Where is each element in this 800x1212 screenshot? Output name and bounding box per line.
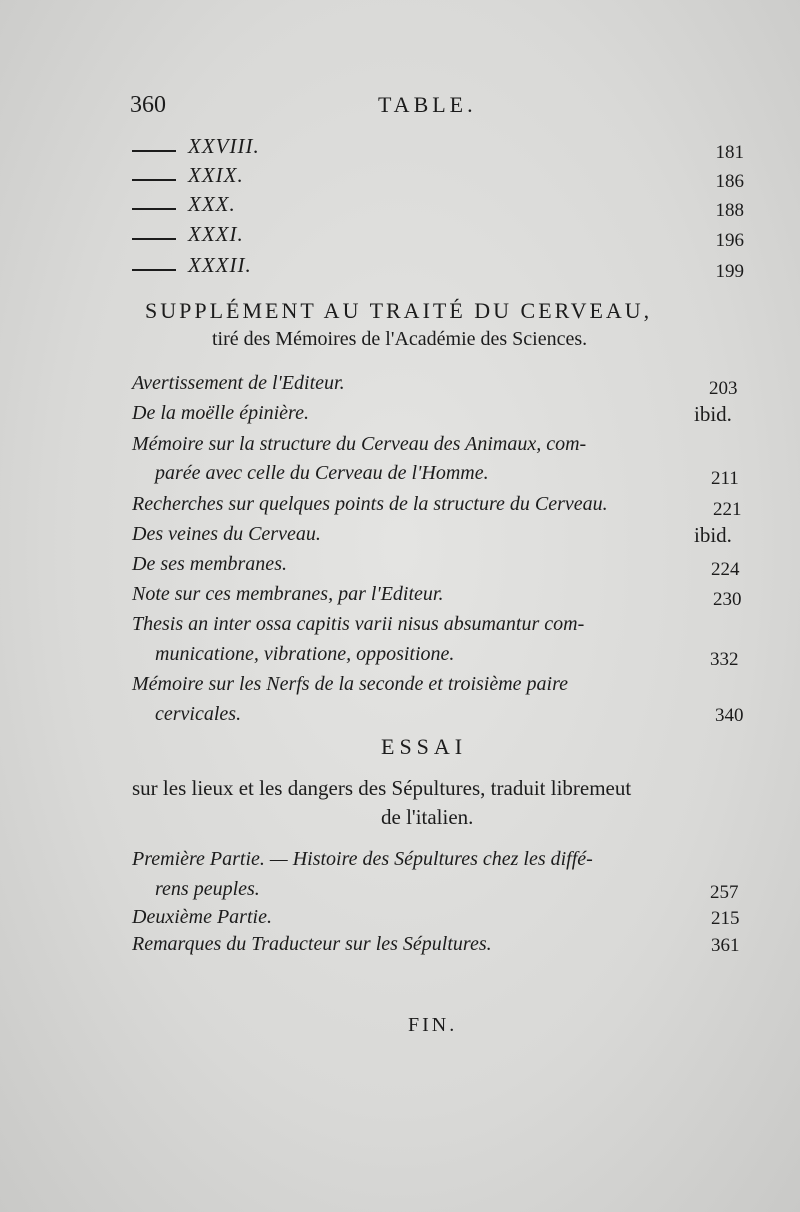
toc-entry-text: cervicales. bbox=[155, 703, 242, 725]
toc-entry-text: De ses membranes. bbox=[132, 553, 287, 575]
toc-entry-page: 215 bbox=[711, 908, 740, 929]
toc-roman-row bbox=[132, 222, 744, 252]
toc-roman-row bbox=[132, 253, 744, 283]
toc-entry-text: Mémoire sur les Nerfs de la seconde et troisième paire bbox=[132, 673, 569, 695]
toc-numeral: XXVIII. bbox=[188, 134, 260, 158]
running-title: TABLE. bbox=[378, 92, 477, 117]
toc-entry-text: Avertissement de l'Editeur. bbox=[132, 372, 345, 394]
toc-entry-text: Mémoire sur la structure du Cerveau des Animaux, com- bbox=[132, 433, 587, 455]
toc-entry-page: ibid. bbox=[694, 523, 732, 547]
toc-entry-text: Remarques du Traducteur sur les Sépultures. bbox=[132, 933, 492, 955]
toc-entry-text: Des veines du Cerveau. bbox=[132, 523, 321, 545]
toc-entry-text: Note sur ces membranes, par l'Editeur. bbox=[132, 583, 444, 605]
toc-entry-page: 257 bbox=[710, 882, 739, 903]
toc-entry-text: Thesis an inter ossa capitis varii nisus absumantur com- bbox=[132, 613, 585, 635]
toc-entry-text: parée avec celle du Cerveau de l'Homme. bbox=[155, 462, 489, 484]
toc-roman-row bbox=[132, 163, 744, 193]
toc-entry-text: rens peuples. bbox=[155, 878, 260, 900]
end-mark: FIN. bbox=[408, 1014, 458, 1036]
toc-roman-row bbox=[132, 192, 744, 222]
toc-page: 186 bbox=[715, 171, 744, 192]
dash-rule bbox=[132, 269, 176, 271]
toc-numeral: XXXI. bbox=[188, 222, 244, 246]
toc-entry-page: 332 bbox=[710, 649, 739, 670]
toc-roman-row bbox=[132, 134, 744, 164]
toc-entry-page: 221 bbox=[713, 499, 742, 520]
section-subheading: sur les lieux et les dangers des Sépultures, traduit libremeut bbox=[132, 776, 632, 800]
section-heading: ESSAI bbox=[381, 734, 468, 759]
toc-entry-text: Recherches sur quelques points de la structure du Cerveau. bbox=[132, 493, 608, 515]
section-subheading: de l'italien. bbox=[381, 805, 474, 829]
toc-numeral: XXX. bbox=[188, 192, 236, 216]
toc-page: 199 bbox=[715, 261, 744, 282]
toc-entry-page: 203 bbox=[709, 378, 738, 399]
section-subheading: tiré des Mémoires de l'Académie des Sciences. bbox=[212, 328, 588, 350]
toc-entry-text: municatione, vibratione, oppositione. bbox=[155, 643, 455, 665]
toc-numeral: XXIX. bbox=[188, 163, 244, 187]
toc-entry-page: 224 bbox=[711, 559, 740, 580]
toc-page: 181 bbox=[715, 142, 744, 163]
toc-numeral: XXXII. bbox=[188, 253, 252, 277]
toc-entry-text: Première Partie. — Histoire des Sépultures chez les diffé- bbox=[132, 848, 593, 870]
dash-rule bbox=[132, 238, 176, 240]
toc-page: 196 bbox=[715, 230, 744, 251]
toc-entry-page: 230 bbox=[713, 589, 742, 610]
toc-entry-text: De la moëlle épinière. bbox=[132, 402, 309, 424]
page-number: 360 bbox=[130, 92, 166, 118]
toc-entry-page: 340 bbox=[715, 705, 744, 726]
dash-rule bbox=[132, 150, 176, 152]
toc-entry-page: 361 bbox=[711, 935, 740, 956]
dash-rule bbox=[132, 179, 176, 181]
section-heading: SUPPLÉMENT AU TRAITÉ DU CERVEAU, bbox=[145, 298, 653, 323]
toc-entry-page: ibid. bbox=[694, 402, 732, 426]
dash-rule bbox=[132, 208, 176, 210]
toc-entry-text: Deuxième Partie. bbox=[132, 906, 272, 928]
toc-entry-page: 211 bbox=[711, 468, 739, 489]
toc-page: 188 bbox=[715, 200, 744, 221]
